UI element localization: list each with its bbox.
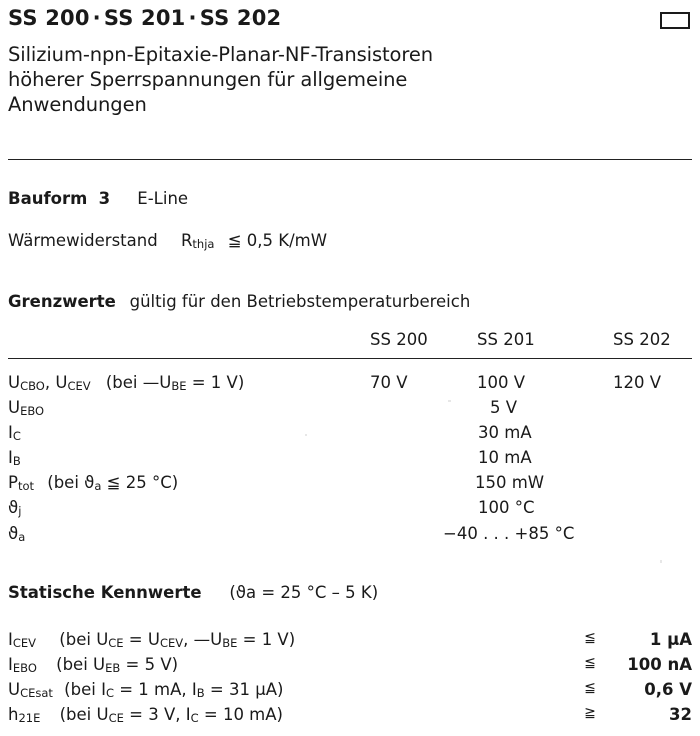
param-cond-sub2: B: [196, 686, 205, 700]
param-condition: (bei U: [59, 705, 109, 724]
param-symbol-sub: EBO: [20, 404, 45, 418]
rectangle-outline-icon: [660, 12, 690, 29]
thermal-symbol-subscript: thja: [192, 237, 215, 251]
param-cond-sub2: CEV: [159, 636, 184, 650]
param-condition: (bei U: [56, 655, 106, 674]
thermal-label: Wärmewiderstand: [8, 231, 158, 250]
param-symbol-sub: tot: [17, 479, 35, 493]
param-cond-end: = 10 mA): [198, 705, 283, 724]
param-symbol-sub: B: [12, 454, 21, 468]
param-condition: (bei I: [64, 680, 106, 699]
param-symbol-sub: a: [18, 530, 26, 544]
param-symbol-sub: CEV: [12, 636, 37, 650]
type-ss201: SS 201: [103, 6, 186, 30]
page-subtitle: [8, 42, 668, 117]
table-row: [8, 398, 44, 418]
param-symbol-sub: j: [18, 504, 22, 518]
param-cond-end: = 5 V): [120, 655, 179, 674]
relation-symbol: ≦: [584, 630, 596, 646]
param-condition: (bei —U: [105, 373, 172, 392]
scan-speck: [305, 434, 307, 436]
param-symbol: ϑ: [8, 498, 19, 517]
static-value: 32: [669, 705, 692, 724]
param-cond-sub1: EB: [105, 661, 121, 675]
param-symbol-sub: C: [12, 429, 21, 443]
param-symbol-sub: EBO: [12, 661, 37, 675]
value-center: −40 . . . +85 °C: [443, 524, 575, 543]
column-header-ss200: SS 200: [370, 330, 428, 349]
bauform-number: 3: [98, 189, 111, 208]
param-symbol-sub: 21E: [18, 711, 41, 725]
divider-table-header: [8, 358, 692, 359]
param-symbol: ϑ: [8, 524, 19, 543]
static-value: 100 nA: [627, 655, 692, 674]
scan-speck: [448, 400, 451, 402]
divider-top: [8, 159, 692, 160]
value-center: 10 mA: [478, 448, 532, 467]
limits-heading-rest: gültig für den Betriebstemperaturbereich: [129, 292, 471, 311]
bauform-line: [8, 189, 188, 208]
thermal-symbol: R: [180, 231, 193, 250]
param-cond-sub1: CE: [108, 711, 124, 725]
static-values-heading: [8, 583, 378, 602]
table-row: [8, 630, 295, 650]
static-heading-condition: (ϑa = 25 °C – 5 K): [229, 583, 379, 602]
param-cond-end: = 31 µA): [204, 680, 284, 699]
limits-heading: [8, 292, 470, 311]
param-cond-mid: = 1 mA, I: [113, 680, 197, 699]
param-cond-sub1: C: [105, 686, 114, 700]
param-cond-sub1: CE: [108, 636, 124, 650]
param-symbol: I: [8, 655, 13, 674]
thermal-value: ≦ 0,5 K/mW: [227, 231, 328, 250]
bauform-label: Bauform: [8, 189, 88, 208]
type-ss202: SS 202: [199, 6, 282, 30]
subtitle-line-3: Anwendungen: [8, 93, 147, 116]
param-symbol2: U: [55, 373, 68, 392]
param-symbol: U: [8, 373, 21, 392]
static-value: 1 µA: [649, 630, 692, 649]
table-row: [8, 655, 178, 675]
param-condition-sub: BE: [171, 379, 187, 393]
column-header-ss202: SS 202: [613, 330, 671, 349]
bauform-value: E-Line: [137, 189, 189, 208]
scan-speck: [660, 560, 662, 563]
relation-symbol: ≦: [584, 680, 596, 696]
relation-symbol: ≦: [584, 655, 596, 671]
relation-symbol: ≧: [584, 705, 596, 721]
param-symbol2-sub: CEV: [67, 379, 91, 393]
table-row: [8, 373, 244, 393]
table-row: [8, 498, 21, 518]
value-center: 5 V: [490, 398, 518, 417]
value-ss202: 120 V: [613, 373, 662, 392]
static-value: 0,6 V: [644, 680, 692, 699]
param-symbol: U: [8, 398, 21, 417]
param-symbol: I: [8, 448, 13, 467]
header-row: [8, 6, 692, 30]
table-row: [8, 705, 283, 725]
param-cond-mid: = U: [123, 630, 160, 649]
column-header-ss201: SS 201: [477, 330, 535, 349]
param-symbol-comma: ,: [44, 373, 56, 392]
title-separator-2: ·: [188, 6, 197, 30]
param-cond-sub3: BE: [222, 636, 238, 650]
table-row: [8, 423, 21, 443]
value-center: 30 mA: [478, 423, 532, 442]
param-condition: (bei ϑ: [47, 473, 95, 492]
param-symbol: U: [8, 680, 21, 699]
subtitle-line-1: Silizium-npn-Epitaxie-Planar-NF-Transistoren: [8, 43, 434, 66]
param-condition-rest: = 1 V): [186, 373, 245, 392]
param-symbol: I: [8, 630, 13, 649]
param-symbol-sub: CBO: [20, 379, 45, 393]
static-heading-text: Statische Kennwerte: [8, 583, 202, 602]
table-row: [8, 473, 178, 493]
value-ss201: 100 V: [477, 373, 526, 392]
title-separator-1: ·: [92, 6, 101, 30]
param-cond-mid: = 3 V, I: [123, 705, 191, 724]
value-center: 100 °C: [478, 498, 535, 517]
value-ss200: 70 V: [370, 373, 408, 392]
limits-heading-bold: Grenzwerte: [8, 292, 116, 311]
param-cond-mid2: , —U: [183, 630, 223, 649]
param-symbol: I: [8, 423, 13, 442]
value-center: 150 mW: [475, 473, 545, 492]
param-condition-sub: a: [94, 479, 102, 493]
page-title: [8, 6, 281, 30]
type-ss200: SS 200: [8, 6, 90, 30]
param-symbol-sub: CEsat: [20, 686, 53, 700]
thermal-resistance-line: [8, 231, 327, 251]
table-row: [8, 680, 283, 700]
param-cond-end: = 1 V): [237, 630, 296, 649]
param-condition: (bei U: [59, 630, 109, 649]
param-condition-rest: ≦ 25 °C): [101, 473, 179, 492]
param-symbol: h: [8, 705, 19, 724]
table-row: [8, 448, 21, 468]
table-row: [8, 524, 25, 544]
param-symbol: P: [8, 473, 18, 492]
param-cond-sub2: C: [190, 711, 199, 725]
subtitle-line-2: höherer Sperrspannungen für allgemeine: [8, 68, 408, 91]
